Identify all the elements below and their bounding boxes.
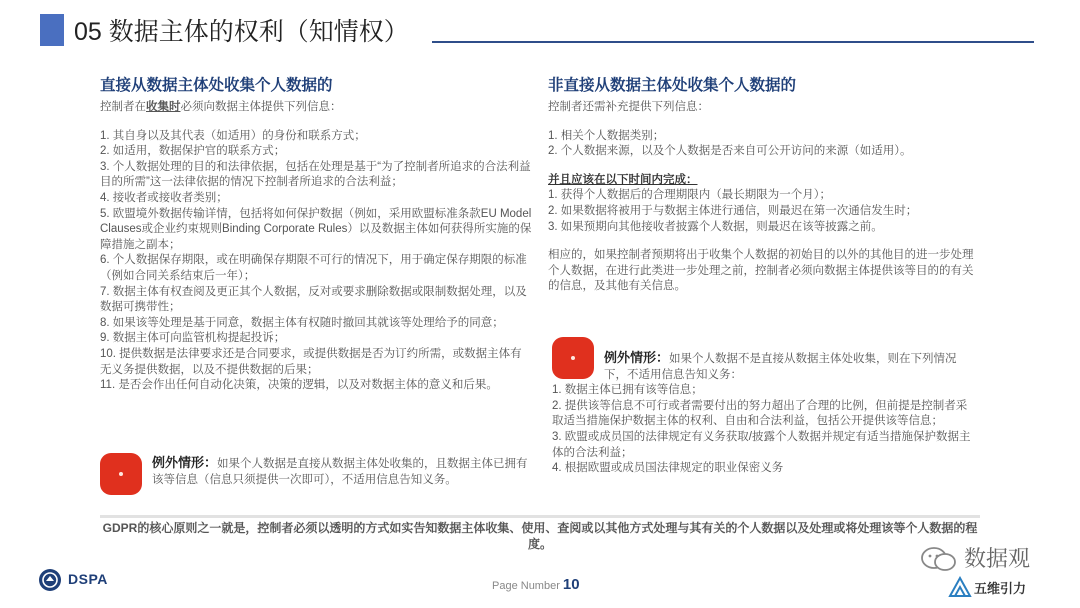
list-item: 7. 数据主体有权查阅及更正其个人数据，反对或要求删除数据或限制数据处理，以及数据可携带性； (100, 285, 527, 314)
page-number-value: 10 (562, 576, 580, 593)
list-item: 9. 数据主体可向监管机构提起投诉； (100, 332, 286, 345)
list-item: 5. 欧盟境外数据传输详情，包括将如何保护数据（例如，采用欧盟标准条款EU Model Clauses或企业约束规则Binding Corporate Rules）以及数据主体如何获得所实施的保障措施之副本； (100, 207, 532, 251)
left-intro-prefix: 控制者在 (100, 101, 146, 113)
exception-dot (119, 472, 123, 476)
list-item: 3. 个人数据处理的目的和法律依据，包括在处理是基于“为了控制者所追求的合法利益目的所需”这一法律依据的情况下控制者所追求的合法利益； (100, 160, 531, 189)
watermark-name: 数据观 (964, 546, 1031, 571)
timing-heading: 并且应该在以下时间内完成： (548, 173, 698, 186)
watermark-logo-text: 五维引力 (974, 581, 1027, 596)
left-exception-text: 如果个人数据是直接从数据主体处收集的，且数据主体已拥有该等信息（信息只须提供一次即可），不适用信息告知义务。 (152, 458, 528, 486)
left-info-list (100, 129, 532, 394)
left-exception (152, 455, 530, 488)
right-exception-text: 如果个人数据不是直接从数据主体处收集，则在下列情况下，不适用信息告知义务： (604, 353, 957, 381)
list-item: 3. 如果预期向其他接收者披露个人数据，则最迟在该等披露之前。 (548, 220, 883, 233)
list-item: 2. 个人数据来源，以及个人数据是否来自可公开访问的来源（如适用）。 (548, 145, 912, 158)
title-underline (432, 41, 1034, 43)
list-item: 1. 获得个人数据后的合理期限内（最长期限为一个月）； (548, 189, 832, 202)
wuwei-logo-icon (948, 576, 972, 598)
list-item: 2. 提供该等信息不可行或者需要付出的努力超出了合理的比例，但前提是控制者采取适当措施保护数据主体的权利、自由和合法利益，包括公开提供该等信息； (552, 399, 968, 428)
list-item: 10. 提供数据是法律要求还是合同要求，或提供数据是否为订约所需，或数据主体有无义务提供数据，以及不提供数据的后果； (100, 347, 522, 376)
list-item: 2. 如适用，数据保护官的联系方式； (100, 145, 286, 158)
title-accent-bar (40, 14, 64, 46)
page-number (492, 576, 580, 593)
right-exception-label: 例外情形： (604, 350, 670, 365)
page-title: 05 数据主体的权利（知情权） (74, 18, 409, 46)
list-item: 4. 接收者或接收者类别； (100, 191, 228, 204)
dspa-shield-icon (38, 568, 64, 592)
footer-separator (100, 515, 980, 518)
list-item: 8. 如果该等处理是基于同意，数据主体有权随时撤回其就该等处理给予的同意； (100, 316, 504, 329)
timing-list (548, 188, 976, 235)
right-column (548, 76, 976, 295)
further-processing-paragraph: 相应的，如果控制者预期将出于收集个人数据的初始目的以外的其他目的进一步处理个人数据，在进行此类进一步处理之前，控制者必须向数据主体提供该等目的的有关的信息，及其他有关信息。 (548, 249, 974, 293)
right-intro: 控制者还需补充提供下列信息： (548, 101, 709, 113)
right-exception (552, 350, 978, 477)
left-heading: 直接从数据主体处收集个人数据的 (100, 77, 333, 94)
left-intro-suffix: 必须向数据主体提供下列信息： (180, 101, 342, 113)
list-item: 6. 个人数据保存期限，或在明确保存期限不可行的情况下，用于确定保存期限的标准（例如合同关系结束后一年）； (100, 254, 527, 282)
left-intro-emphasis: 收集时 (146, 101, 181, 113)
right-exception-lead (552, 350, 978, 383)
left-column (100, 76, 532, 394)
list-item: 3. 欧盟或成员国的法律规定有义务获取/披露个人数据并规定有适当措施保护数据主体的合法利益； (552, 430, 971, 459)
list-item: 11. 是否会作出任何自动化决策，决策的逻辑，以及对数据主体的意义和后果。 (100, 379, 498, 392)
list-item: 1. 其自身以及其代表（如适用）的身份和联系方式； (100, 129, 366, 142)
list-item: 4. 根据欧盟或成员国法律规定的职业保密义务 (552, 462, 784, 475)
right-info-list (548, 129, 976, 160)
wechat-icon (920, 546, 958, 572)
left-intro (100, 100, 532, 116)
right-exception-list (552, 383, 978, 477)
list-item: 1. 数据主体已拥有该等信息； (552, 384, 703, 397)
left-exception-icon (100, 453, 142, 495)
left-exception-label: 例外情形： (152, 455, 218, 470)
dspa-brand: DSPA (68, 571, 108, 587)
right-heading: 非直接从数据主体处收集个人数据的 (548, 77, 797, 94)
page-number-label: Page Number (492, 580, 560, 592)
footer-note: GDPR的核心原则之一就是，控制者必须以透明的方式如实告知数据主体收集、使用、查阅或以其他方式处理与其有关的个人数据以及处理或将处理该等个人数据的程度。 (102, 521, 978, 551)
list-item: 1. 相关个人数据类别； (548, 129, 665, 142)
list-item: 2. 如果数据将被用于与数据主体进行通信，则最迟在第一次通信发生时； (548, 204, 918, 217)
